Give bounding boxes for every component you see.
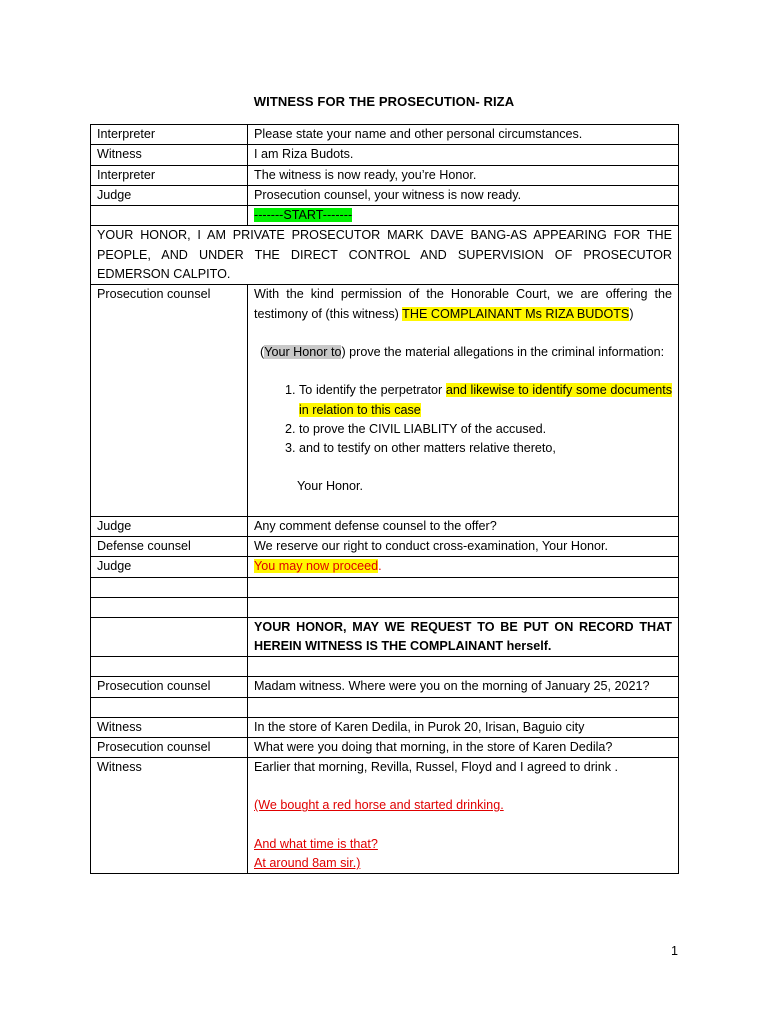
table-row: [91, 516, 679, 536]
spacer: [254, 362, 672, 381]
speaker-cell: Witness: [91, 717, 248, 737]
offer-closing: Your Honor.: [297, 479, 364, 494]
spacer: [254, 497, 672, 516]
dialogue-cell: The witness is now ready, you’re Honor.: [248, 165, 679, 185]
table-row: [91, 145, 679, 165]
speaker-cell: Prosecution counsel: [91, 677, 248, 697]
speaker-cell: Judge: [91, 516, 248, 536]
table-row: [91, 557, 679, 577]
appearance-statement: YOUR HONOR, I AM PRIVATE PROSECUTOR MARK DAVE BANG-AS APPEARING FOR THE PEOPLE, AND UNDER THE DIRECT CONTROL AND SUPERVISION OF PROSECUTOR EDMERSON CALPITO.: [91, 226, 679, 285]
your-honor-highlight: Your Honor to: [264, 344, 342, 359]
page-number: 1: [671, 944, 679, 958]
speaker-cell: Defense counsel: [91, 537, 248, 557]
empty-cell: [91, 597, 248, 617]
red-note: (We bought a red horse and started drinking.: [254, 798, 504, 813]
dialogue-cell: I am Riza Budots.: [248, 145, 679, 165]
witness-answer: Earlier that morning, Revilla, Russel, Floyd and I agreed to drink .: [254, 760, 618, 775]
item-highlight: and likewise to identify some documents in relation to this case: [299, 383, 673, 417]
table-row: [91, 206, 679, 226]
dialogue-cell: [248, 557, 679, 577]
speaker-cell: Judge: [91, 185, 248, 205]
dialogue-cell: Please state your name and other personal circumstances.: [248, 125, 679, 145]
red-note: And what time is that?: [254, 836, 378, 851]
dialogue-cell: What were you doing that morning, in the store of Karen Dedila?: [248, 737, 679, 757]
table-row: [91, 737, 679, 757]
list-item: 2. to prove the CIVIL LIABLITY of the accused.: [299, 420, 672, 439]
table-row: [91, 677, 679, 697]
record-request-text: YOUR HONOR, MAY WE REQUEST TO BE PUT ON RECORD THAT HEREIN WITNESS IS THE COMPLAINANT: [254, 619, 672, 653]
table-row: [91, 697, 679, 717]
dialogue-cell: In the store of Karen Dedila, in Purok 20, Irisan, Baguio city: [248, 717, 679, 737]
purpose-open: (: [260, 344, 265, 359]
transcript-table: [90, 124, 679, 874]
spacer: [254, 324, 672, 343]
table-row: [91, 125, 679, 145]
empty-cell: [91, 657, 248, 677]
speaker-cell: Interpreter: [91, 125, 248, 145]
record-request-cell: [248, 617, 679, 657]
proceed-end: .: [378, 559, 382, 574]
empty-cell: [91, 697, 248, 717]
proceed-highlight: You may now proceed: [254, 559, 379, 574]
purpose-paragraph: [254, 343, 672, 362]
dialogue-cell: [248, 758, 679, 874]
spacer: [254, 816, 672, 835]
dialogue-cell: Any comment defense counsel to the offer?: [248, 516, 679, 536]
table-row: [91, 285, 679, 516]
offer-paragraph: [254, 285, 672, 324]
complainant-highlight: THE COMPLAINANT Ms RIZA BUDOTS: [402, 306, 630, 321]
item-text: To identify the perpetrator: [299, 383, 446, 398]
table-row: [91, 597, 679, 617]
offer-text: With the kind permission of the Honorable Court, we are offering the testimony of (this witness): [254, 287, 672, 321]
record-request-end: herself.: [503, 638, 552, 653]
purpose-list: [254, 381, 672, 458]
empty-cell: [91, 206, 248, 226]
list-item: 3. and to testify on other matters relative thereto,: [299, 439, 672, 458]
table-row: [91, 577, 679, 597]
empty-cell: [91, 617, 248, 657]
speaker-cell: Witness: [91, 758, 248, 874]
empty-cell: [248, 657, 679, 677]
speaker-cell: Interpreter: [91, 165, 248, 185]
start-marker: -------START-------: [254, 208, 353, 223]
table-row: [91, 617, 679, 657]
dialogue-cell: Prosecution counsel, your witness is now ready.: [248, 185, 679, 205]
table-row: [91, 185, 679, 205]
list-item: [299, 381, 672, 420]
table-row: [91, 717, 679, 737]
offer-cell: [248, 285, 679, 516]
red-note: At around 8am sir.): [254, 856, 361, 871]
table-row: [91, 226, 679, 285]
dialogue-cell: We reserve our right to conduct cross-examination, Your Honor.: [248, 537, 679, 557]
table-row: [91, 758, 679, 874]
start-marker-cell: [248, 206, 679, 226]
table-row: [91, 165, 679, 185]
table-row: [91, 657, 679, 677]
empty-cell: [91, 577, 248, 597]
purpose-text: ) prove the material allegations in the criminal information:: [341, 344, 665, 359]
table-row: [91, 537, 679, 557]
empty-cell: [248, 577, 679, 597]
document-title: WITNESS FOR THE PROSECUTION- RIZA: [253, 94, 515, 109]
speaker-cell: Witness: [91, 145, 248, 165]
speaker-cell: Prosecution counsel: [91, 285, 248, 516]
speaker-cell: Judge: [91, 557, 248, 577]
spacer: [254, 777, 672, 796]
empty-cell: [248, 597, 679, 617]
dialogue-cell: Madam witness. Where were you on the morning of January 25, 2021?: [248, 677, 679, 697]
offer-text-end: ): [629, 306, 634, 321]
speaker-cell: Prosecution counsel: [91, 737, 248, 757]
spacer: [254, 458, 672, 477]
empty-cell: [248, 697, 679, 717]
